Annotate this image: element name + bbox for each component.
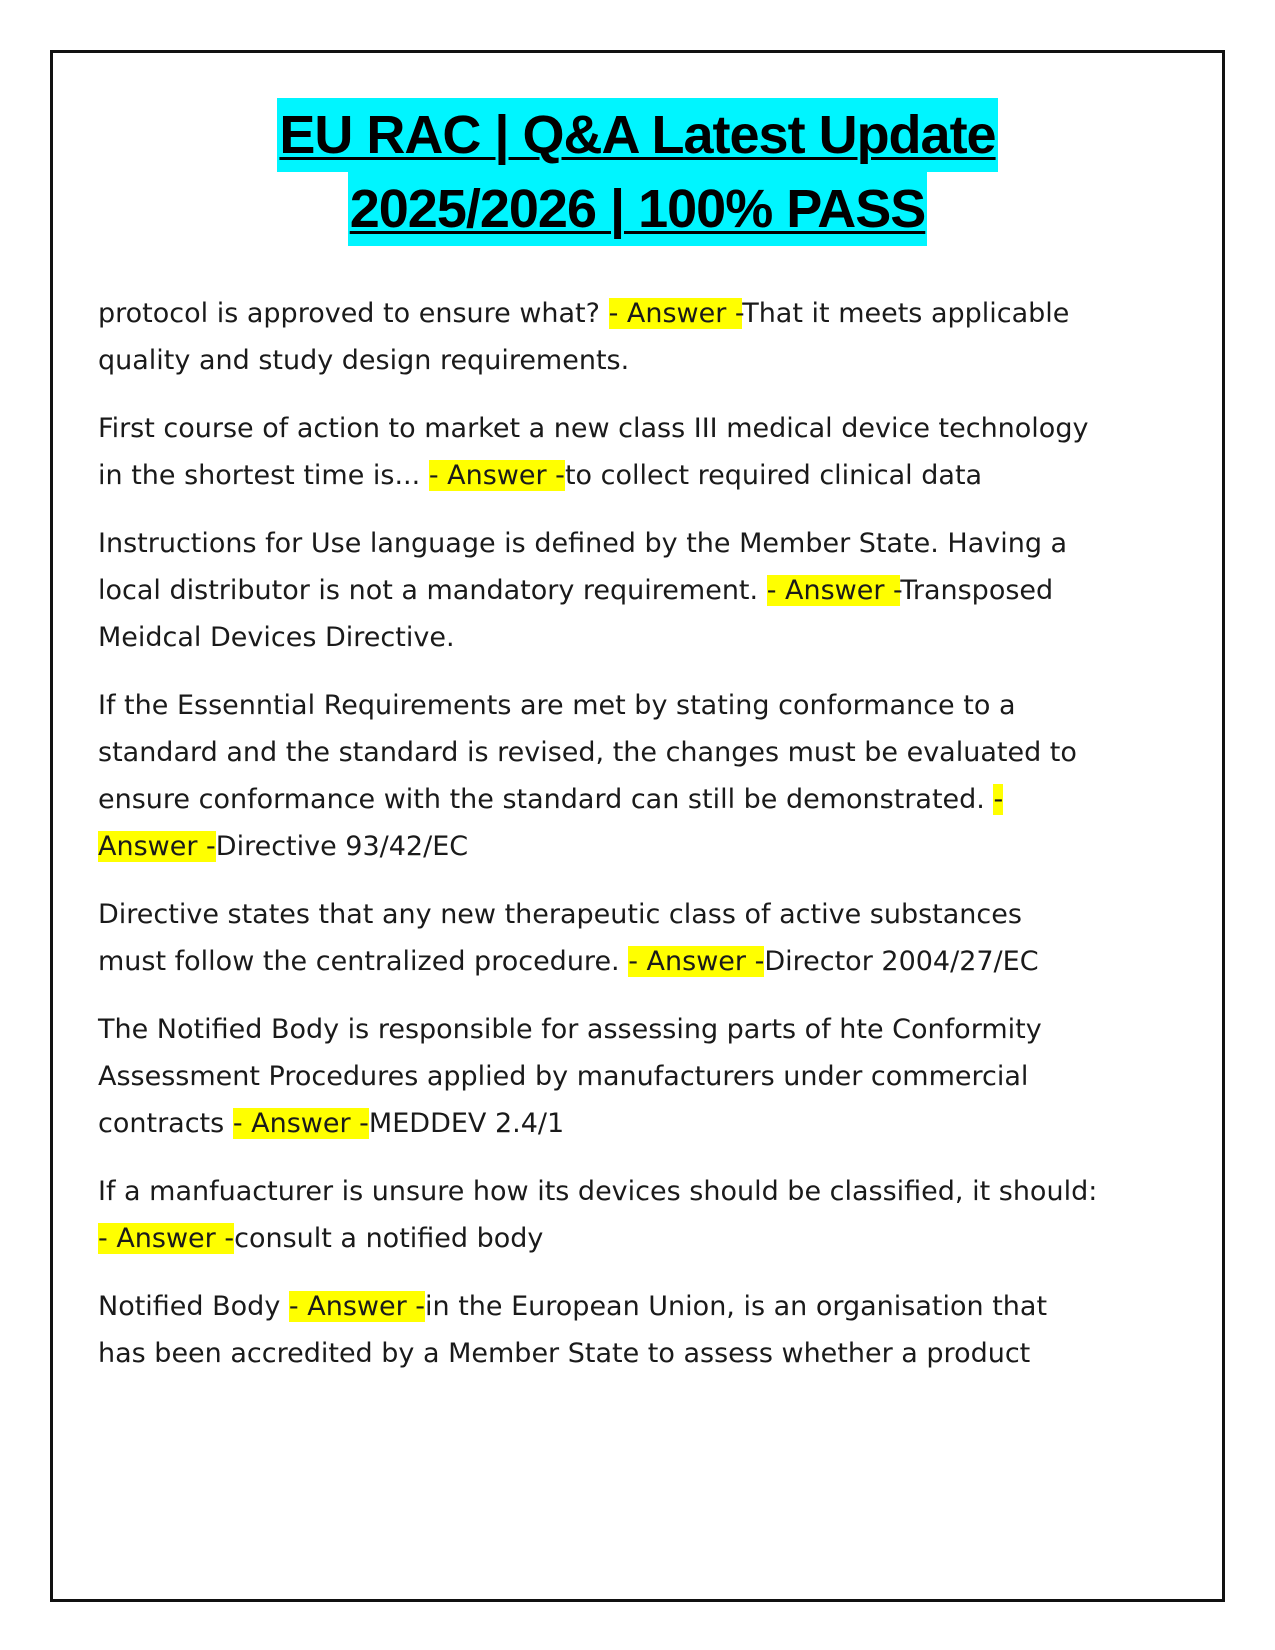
answer-marker: - Answer - xyxy=(428,460,565,491)
answer-text: Transposed Meidcal Devices Directive. xyxy=(98,575,1054,653)
answer-marker: - Answer - xyxy=(98,1223,235,1254)
qa-item xyxy=(98,290,1098,384)
question-text: First course of action to market a new class III medical device technology in the shortest time is... xyxy=(98,413,1089,491)
question-text: protocol is approved to ensure what? xyxy=(98,298,600,329)
qa-item xyxy=(98,1006,1098,1147)
question-text: If a manfuacturer is unsure how its devices should be classified, it should: xyxy=(98,1176,1098,1207)
question-text: If the Essenntial Requirements are met by stating conformance to a standard and the standard is revised, the changes must be evaluated to ensure conformance with the standard can still be demonstrated. xyxy=(98,690,1077,815)
qa-item xyxy=(98,1283,1098,1377)
answer-marker: - Answer - xyxy=(288,1291,426,1322)
answer-text: to collect required clinical data xyxy=(564,460,983,491)
question-text: Directive states that any new therapeutic class of active substances must follow the centralized procedure. xyxy=(98,899,1022,977)
answer-text: consult a notified body xyxy=(234,1223,544,1254)
answer-marker: - Answer - xyxy=(98,784,1004,862)
answer-text: MEDDEV 2.4/1 xyxy=(368,1108,565,1139)
document-title xyxy=(0,98,1275,246)
question-text: Notified Body xyxy=(98,1291,281,1322)
answer-text: Directive 93/42/EC xyxy=(215,831,469,862)
title-line-2: 2025/2026 | 100% PASS xyxy=(348,172,928,246)
qa-item xyxy=(98,1168,1098,1262)
qa-item xyxy=(98,520,1098,661)
answer-marker: - Answer - xyxy=(766,575,901,606)
qa-item xyxy=(98,682,1098,870)
qa-item xyxy=(98,891,1098,985)
answer-marker: - Answer - xyxy=(232,1108,369,1139)
qa-list xyxy=(98,290,1098,1398)
title-line-1: EU RAC | Q&A Latest Update xyxy=(277,98,997,172)
answer-marker: - Answer - xyxy=(628,946,765,977)
question-text: The Notified Body is responsible for assessing parts of hte Conformity Assessment Procedures applied by manufacturers under commercial contracts xyxy=(98,1014,1042,1139)
answer-text: Director 2004/27/EC xyxy=(764,946,1039,977)
answer-marker: - Answer - xyxy=(608,298,743,329)
question-text: Instructions for Use language is defined by the Member State. Having a local distributor is not a mandatory requirement. xyxy=(98,528,1068,606)
answer-text: That it meets applicable quality and study design requirements. xyxy=(98,298,1070,376)
answer-text: in the European Union, is an organisation that has been accredited by a Member State to assess whether a product xyxy=(98,1291,1048,1369)
qa-item xyxy=(98,405,1098,499)
